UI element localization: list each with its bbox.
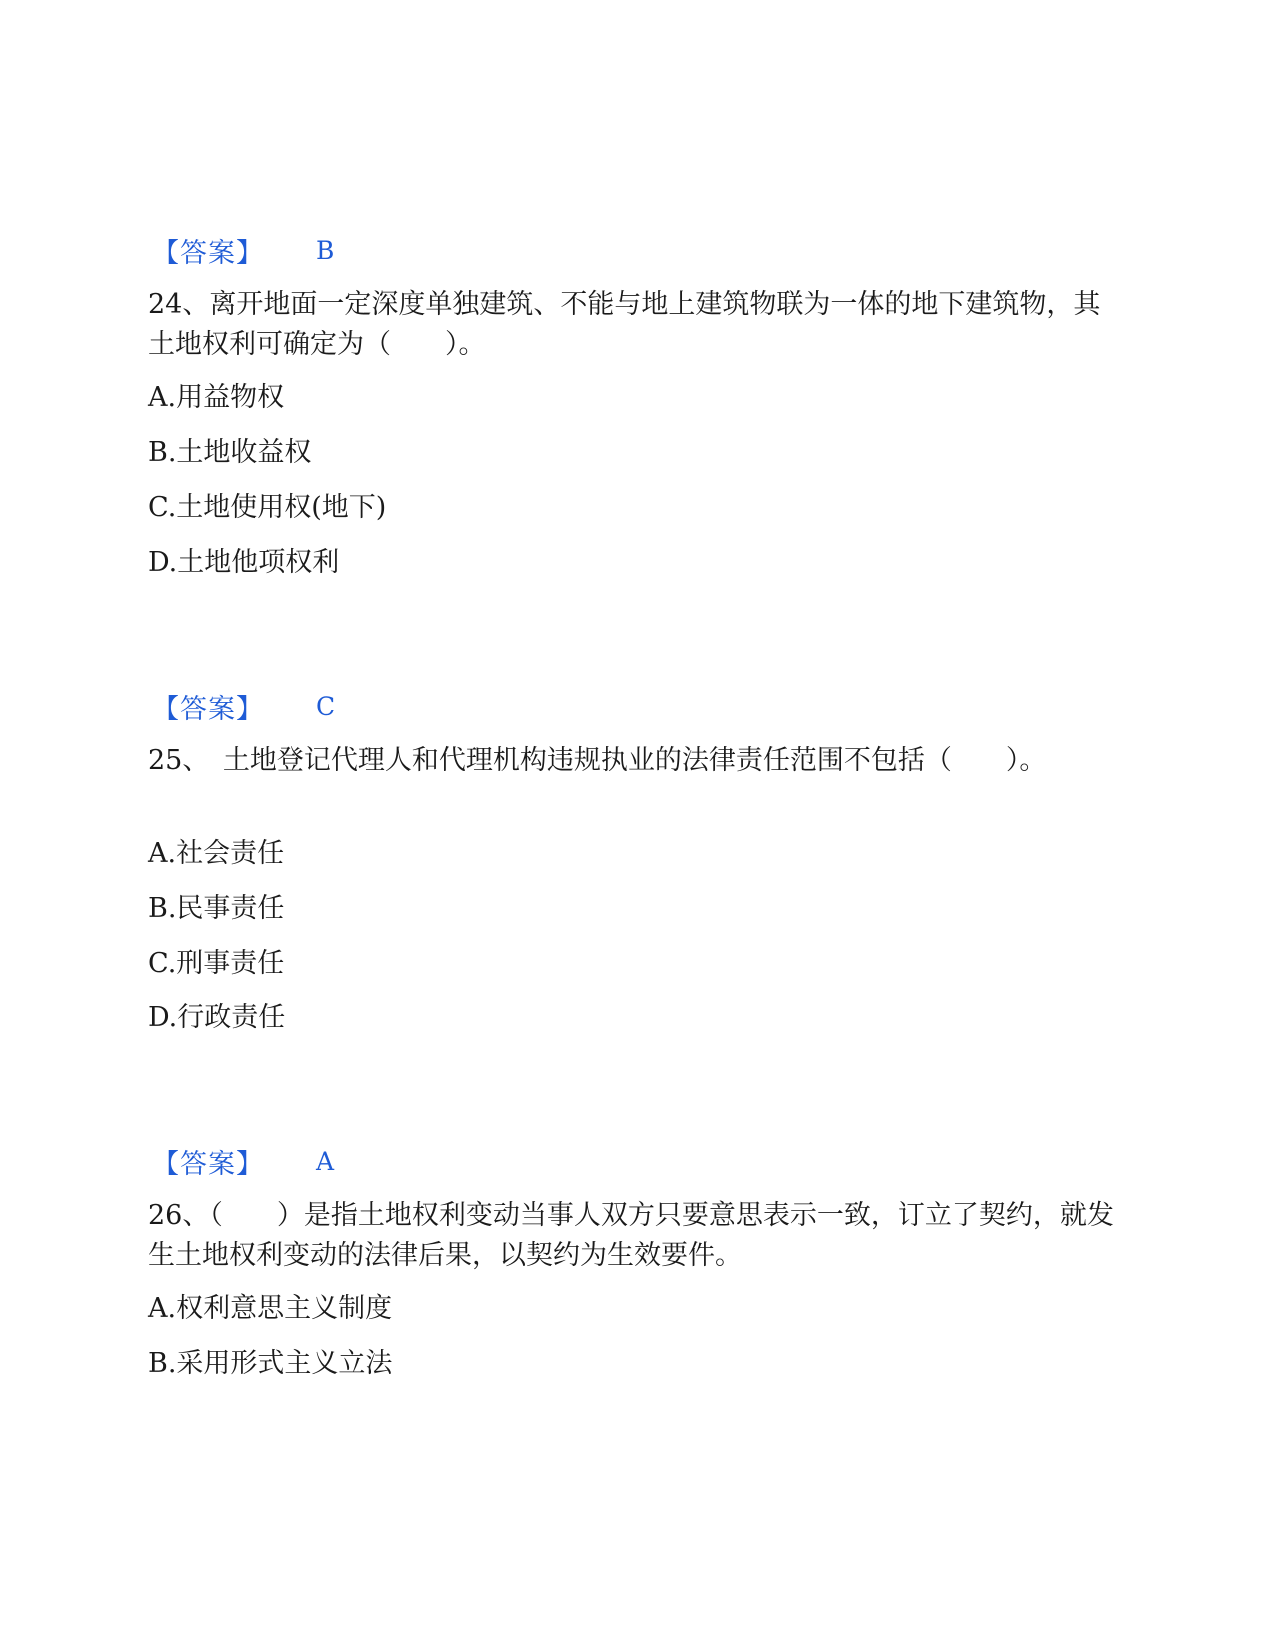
option-a: A.社会责任 bbox=[148, 838, 285, 869]
answer-value: B bbox=[316, 235, 335, 265]
option-c: C.刑事责任 bbox=[148, 948, 285, 979]
question-25: 25、 土地登记代理人和代理机构违规执业的法律责任范围不包括（ ）。 bbox=[148, 745, 1047, 776]
question-26: 26、（ ）是指土地权利变动当事人双方只要意思表示一致，订立了契约，就发生土地权利变动的法律后果，以契约为生效要件。 bbox=[148, 1200, 1114, 1271]
option-c: C.土地使用权(地下) bbox=[148, 492, 387, 523]
option-a: A.用益物权 bbox=[148, 382, 285, 413]
answer-line-3 bbox=[152, 1143, 334, 1179]
question-24: 24、离开地面一定深度单独建筑、不能与地上建筑物联为一体的地下建筑物，其土地权利可确定为（ ）。 bbox=[148, 289, 1101, 360]
option-b: B.采用形式主义立法 bbox=[148, 1348, 393, 1379]
answer-label: 【答案】 bbox=[152, 1148, 264, 1180]
answer-line-2 bbox=[152, 688, 335, 724]
answer-label: 【答案】 bbox=[152, 693, 264, 725]
answer-line-1 bbox=[152, 232, 334, 268]
option-d: D.行政责任 bbox=[148, 1002, 286, 1033]
answer-value: C bbox=[316, 691, 336, 721]
option-b: B.民事责任 bbox=[148, 893, 285, 924]
answer-value: A bbox=[316, 1146, 335, 1176]
answer-label: 【答案】 bbox=[152, 237, 264, 269]
option-b: B.土地收益权 bbox=[148, 437, 312, 468]
option-d: D.土地他项权利 bbox=[148, 547, 340, 578]
option-a: A.权利意思主义制度 bbox=[148, 1293, 393, 1324]
